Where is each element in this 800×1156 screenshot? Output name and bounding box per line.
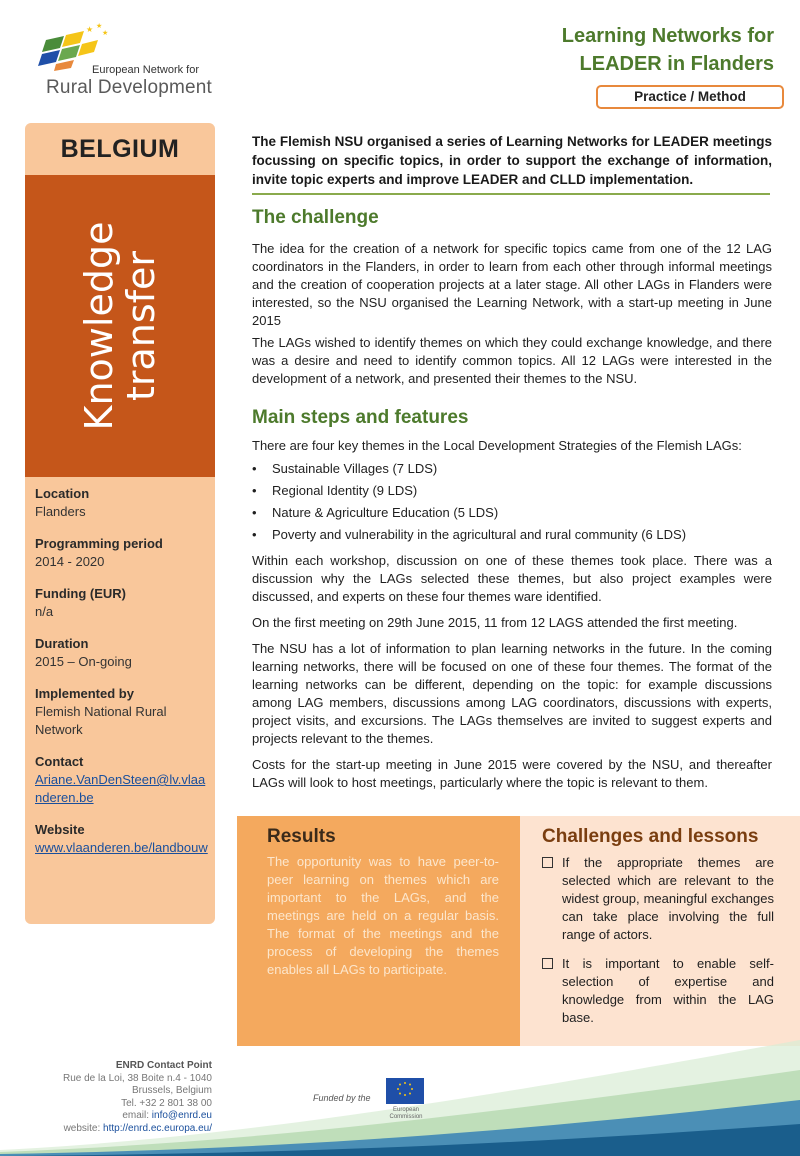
checkbox-icon (542, 958, 553, 969)
doc-type-badge: Practice / Method (596, 85, 784, 109)
list-item (542, 854, 774, 944)
theme-line2: transfer (119, 250, 163, 402)
list-item: • Regional Identity (9 LDS) (252, 480, 772, 502)
steps-paragraph-1: Within each workshop, discussion on one of these themes took place. There was a discussion why the LAGs selected these themes, but also project examples were discussed, and experts on these four themes ware identified. (252, 553, 772, 604)
meta-label: Programming period (35, 536, 163, 551)
meta-website (35, 821, 211, 857)
logo-line2: Rural Development (46, 77, 213, 98)
meta-contact (35, 753, 211, 807)
contact-address-2: Brussels, Belgium (131, 1085, 212, 1096)
meta-period (35, 535, 211, 571)
eu-flag-icon (386, 1078, 424, 1104)
ec-label: European Commission (389, 1107, 423, 1120)
list-item (542, 955, 774, 1027)
divider (252, 193, 770, 195)
svg-text:★: ★ (102, 30, 109, 37)
contact-website-row (40, 1123, 212, 1136)
meta-value: 2014 - 2020 (35, 554, 105, 569)
challenge-paragraph-1: The idea for the creation of a network for specific topics came from one of the 12 LAG coordinators in the Flanders, in order to learn from each other through informal meetings and the creation of cooperation projects at a later stage. All other LAGs in Flanders were interested, so the NSU organised the Learning Network, with a start-up meeting in June 2015 (252, 241, 772, 328)
sidebar (25, 123, 215, 924)
contact-email-link[interactable]: Ariane.VanDenSteen@lv.vlaanderen.be (35, 772, 206, 805)
theme-label (78, 222, 162, 431)
challenge-heading: The challenge (252, 207, 379, 228)
svg-text:★: ★ (96, 23, 103, 30)
lessons-box (520, 816, 800, 1046)
lessons-list (542, 854, 774, 1038)
enrd-logo (36, 22, 213, 102)
footer-email-link[interactable]: info@enrd.eu (151, 1110, 212, 1121)
meta-value: n/a (35, 604, 54, 619)
themes-list (252, 458, 772, 546)
funded-by-label: Funded by the (313, 1093, 371, 1103)
steps-paragraph-2: On the first meeting on 29th June 2015, 11 from 12 LAGS attended the first meeting. (252, 615, 738, 630)
logo-line1: European Network for (92, 64, 199, 76)
checkbox-icon (542, 857, 553, 868)
meta-label: Contact (35, 754, 84, 769)
meta-label: Implemented by (35, 686, 134, 701)
title-line2: LEADER in Flanders (579, 53, 774, 75)
footer-website-link[interactable]: http://enrd.ec.europa.eu/ (103, 1122, 212, 1134)
email-label: email: (122, 1110, 150, 1121)
svg-text:★: ★ (86, 25, 94, 34)
meta-funding (35, 585, 211, 621)
meta-implemented (35, 685, 211, 739)
contact-email-row (40, 1110, 212, 1123)
website-link[interactable]: www.vlaanderen.be/landbouw (35, 840, 208, 855)
intro-summary: The Flemish NSU organised a series of Learning Networks for LEADER meetings focussing on specific topics, in order to support the exchange of information, invite topic experts and improve LEADER and CLLD implementation. (252, 134, 772, 187)
lessons-heading: Challenges and lessons (542, 826, 759, 847)
lesson-text: It is important to enable self-selection of expertise and knowledge from within the LAG base. (562, 956, 774, 1025)
meta-location (35, 485, 211, 521)
contact-point (40, 1060, 212, 1135)
meta-label: Website (35, 822, 85, 837)
document-title (562, 22, 774, 78)
meta-label: Funding (EUR) (35, 586, 126, 601)
steps-intro: There are four key themes in the Local Development Strategies of the Flemish LAGs: (252, 438, 742, 453)
challenge-paragraph-2: The LAGs wished to identify themes on which they could exchange knowledge, and there was a desire and need to identify common topics. All 12 LAGs were interested in the development of a network, and presented their themes to the NSU. (252, 335, 772, 386)
title-line1: Learning Networks for (561, 25, 774, 47)
steps-paragraph-4: Costs for the start-up meeting in June 2015 were covered by the NSU, and thereafter LAGs will look to host meetings, particularly where the topic is relevant to them. (252, 757, 772, 790)
meta-duration (35, 635, 211, 671)
website-label: website: (63, 1122, 101, 1134)
meta-value: 2015 – On-going (35, 654, 132, 669)
project-meta (35, 485, 211, 871)
results-text: The opportunity was to have peer-to-peer learning on themes which are important to the LAGs, and the meetings are held on a regular basis. The format of the meetings and the process of developing the themes enables all LAGs to participate. (267, 854, 499, 977)
lesson-text: If the appropriate themes are selected which are relevant to the widest group, meaningful exchanges can take place involving the full range of actors. (562, 855, 774, 942)
list-item: • Sustainable Villages (7 LDS) (252, 458, 772, 480)
contact-phone: Tel. +32 2 801 38 00 (121, 1097, 212, 1109)
steps-paragraph-3: The NSU has a lot of information to plan learning networks in the future. In the coming learning networks, there will be focused on one of these four themes. The format of the learning networks can be different, depending on the topic: for example discussions among LAG members, discussions among LAG coordinators, discussions with experts, project visits, and excursions. The LAGs themselves are invited to suggest experts and projects relevant to the themes. (252, 641, 772, 746)
theme-line1: Knowledge (77, 221, 121, 431)
list-item: • Nature & Agriculture Education (5 LDS) (252, 502, 772, 524)
theme-box (25, 175, 215, 477)
meta-value: Flemish National Rural Network (35, 704, 167, 737)
results-box (237, 816, 520, 1046)
meta-label: Location (35, 486, 90, 501)
contact-address-1: Rue de la Loi, 38 Boite n.4 - 1040 (63, 1072, 212, 1084)
contact-title: ENRD Contact Point (115, 1060, 212, 1071)
list-item: • Poverty and vulnerability in the agricultural and rural community (6 LDS) (252, 524, 772, 546)
country-label: BELGIUM (60, 135, 180, 163)
meta-value: Flanders (35, 504, 86, 519)
meta-label: Duration (35, 636, 89, 651)
steps-heading: Main steps and features (252, 407, 469, 428)
results-heading: Results (267, 826, 336, 847)
